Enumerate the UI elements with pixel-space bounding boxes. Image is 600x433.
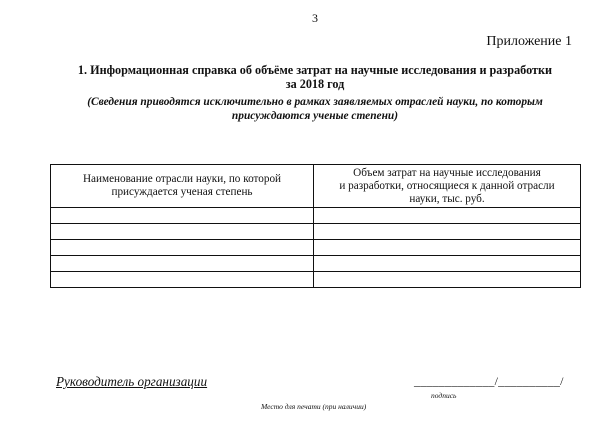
column-header-expense-amount-line-1: Объем затрат на научные исследования xyxy=(353,166,541,179)
table-body xyxy=(51,208,581,288)
document-title-line-1: 1. Информационная справка об объёме затрат на научные исследования и разработки xyxy=(77,63,553,77)
column-header-science-branch-line-2: присуждается ученая степень xyxy=(111,186,253,198)
table-row xyxy=(51,240,581,256)
document-subtitle-line-2: присуждаются ученые степени) xyxy=(231,110,399,122)
page-number: 3 xyxy=(312,11,318,25)
expense-amount-cell[interactable] xyxy=(314,208,581,224)
signer-title: Руководитель организации xyxy=(56,374,208,389)
column-header-science-branch xyxy=(51,165,314,208)
science-branch-cell[interactable] xyxy=(51,208,314,224)
table-row xyxy=(51,272,581,288)
science-branch-cell[interactable] xyxy=(51,240,314,256)
research-expenses-table xyxy=(50,164,581,288)
table-row xyxy=(51,224,581,240)
column-header-expense-amount xyxy=(314,165,581,208)
expense-amount-cell[interactable] xyxy=(314,272,581,288)
appendix-label: Приложение 1 xyxy=(486,34,572,49)
signature-field: _____________/__________/ xyxy=(414,374,564,388)
column-header-science-branch-line-1: Наименование отрасли науки, по которой xyxy=(82,173,282,185)
document-title-line-2: за 2018 год xyxy=(285,77,345,91)
table-row xyxy=(51,256,581,272)
document-subtitle xyxy=(40,95,590,123)
expense-amount-cell[interactable] xyxy=(314,224,581,240)
document-subtitle-line-1: (Сведения приводятся исключительно в рамках заявляемых отраслей науки, по которым xyxy=(87,96,543,108)
signature-caption: подпись xyxy=(431,391,457,400)
science-branch-cell[interactable] xyxy=(51,272,314,288)
table-row xyxy=(51,208,581,224)
expense-amount-cell[interactable] xyxy=(314,256,581,272)
document-title xyxy=(40,63,590,91)
column-header-expense-amount-line-3: науки, тыс. руб. xyxy=(409,192,485,205)
science-branch-cell[interactable] xyxy=(51,224,314,240)
column-header-expense-amount-line-2: и разработки, относящиеся к данной отрасли xyxy=(339,179,555,192)
science-branch-cell[interactable] xyxy=(51,256,314,272)
expense-amount-cell[interactable] xyxy=(314,240,581,256)
table-header-row xyxy=(51,165,581,208)
stamp-note: Место для печати (при наличии) xyxy=(261,402,367,411)
